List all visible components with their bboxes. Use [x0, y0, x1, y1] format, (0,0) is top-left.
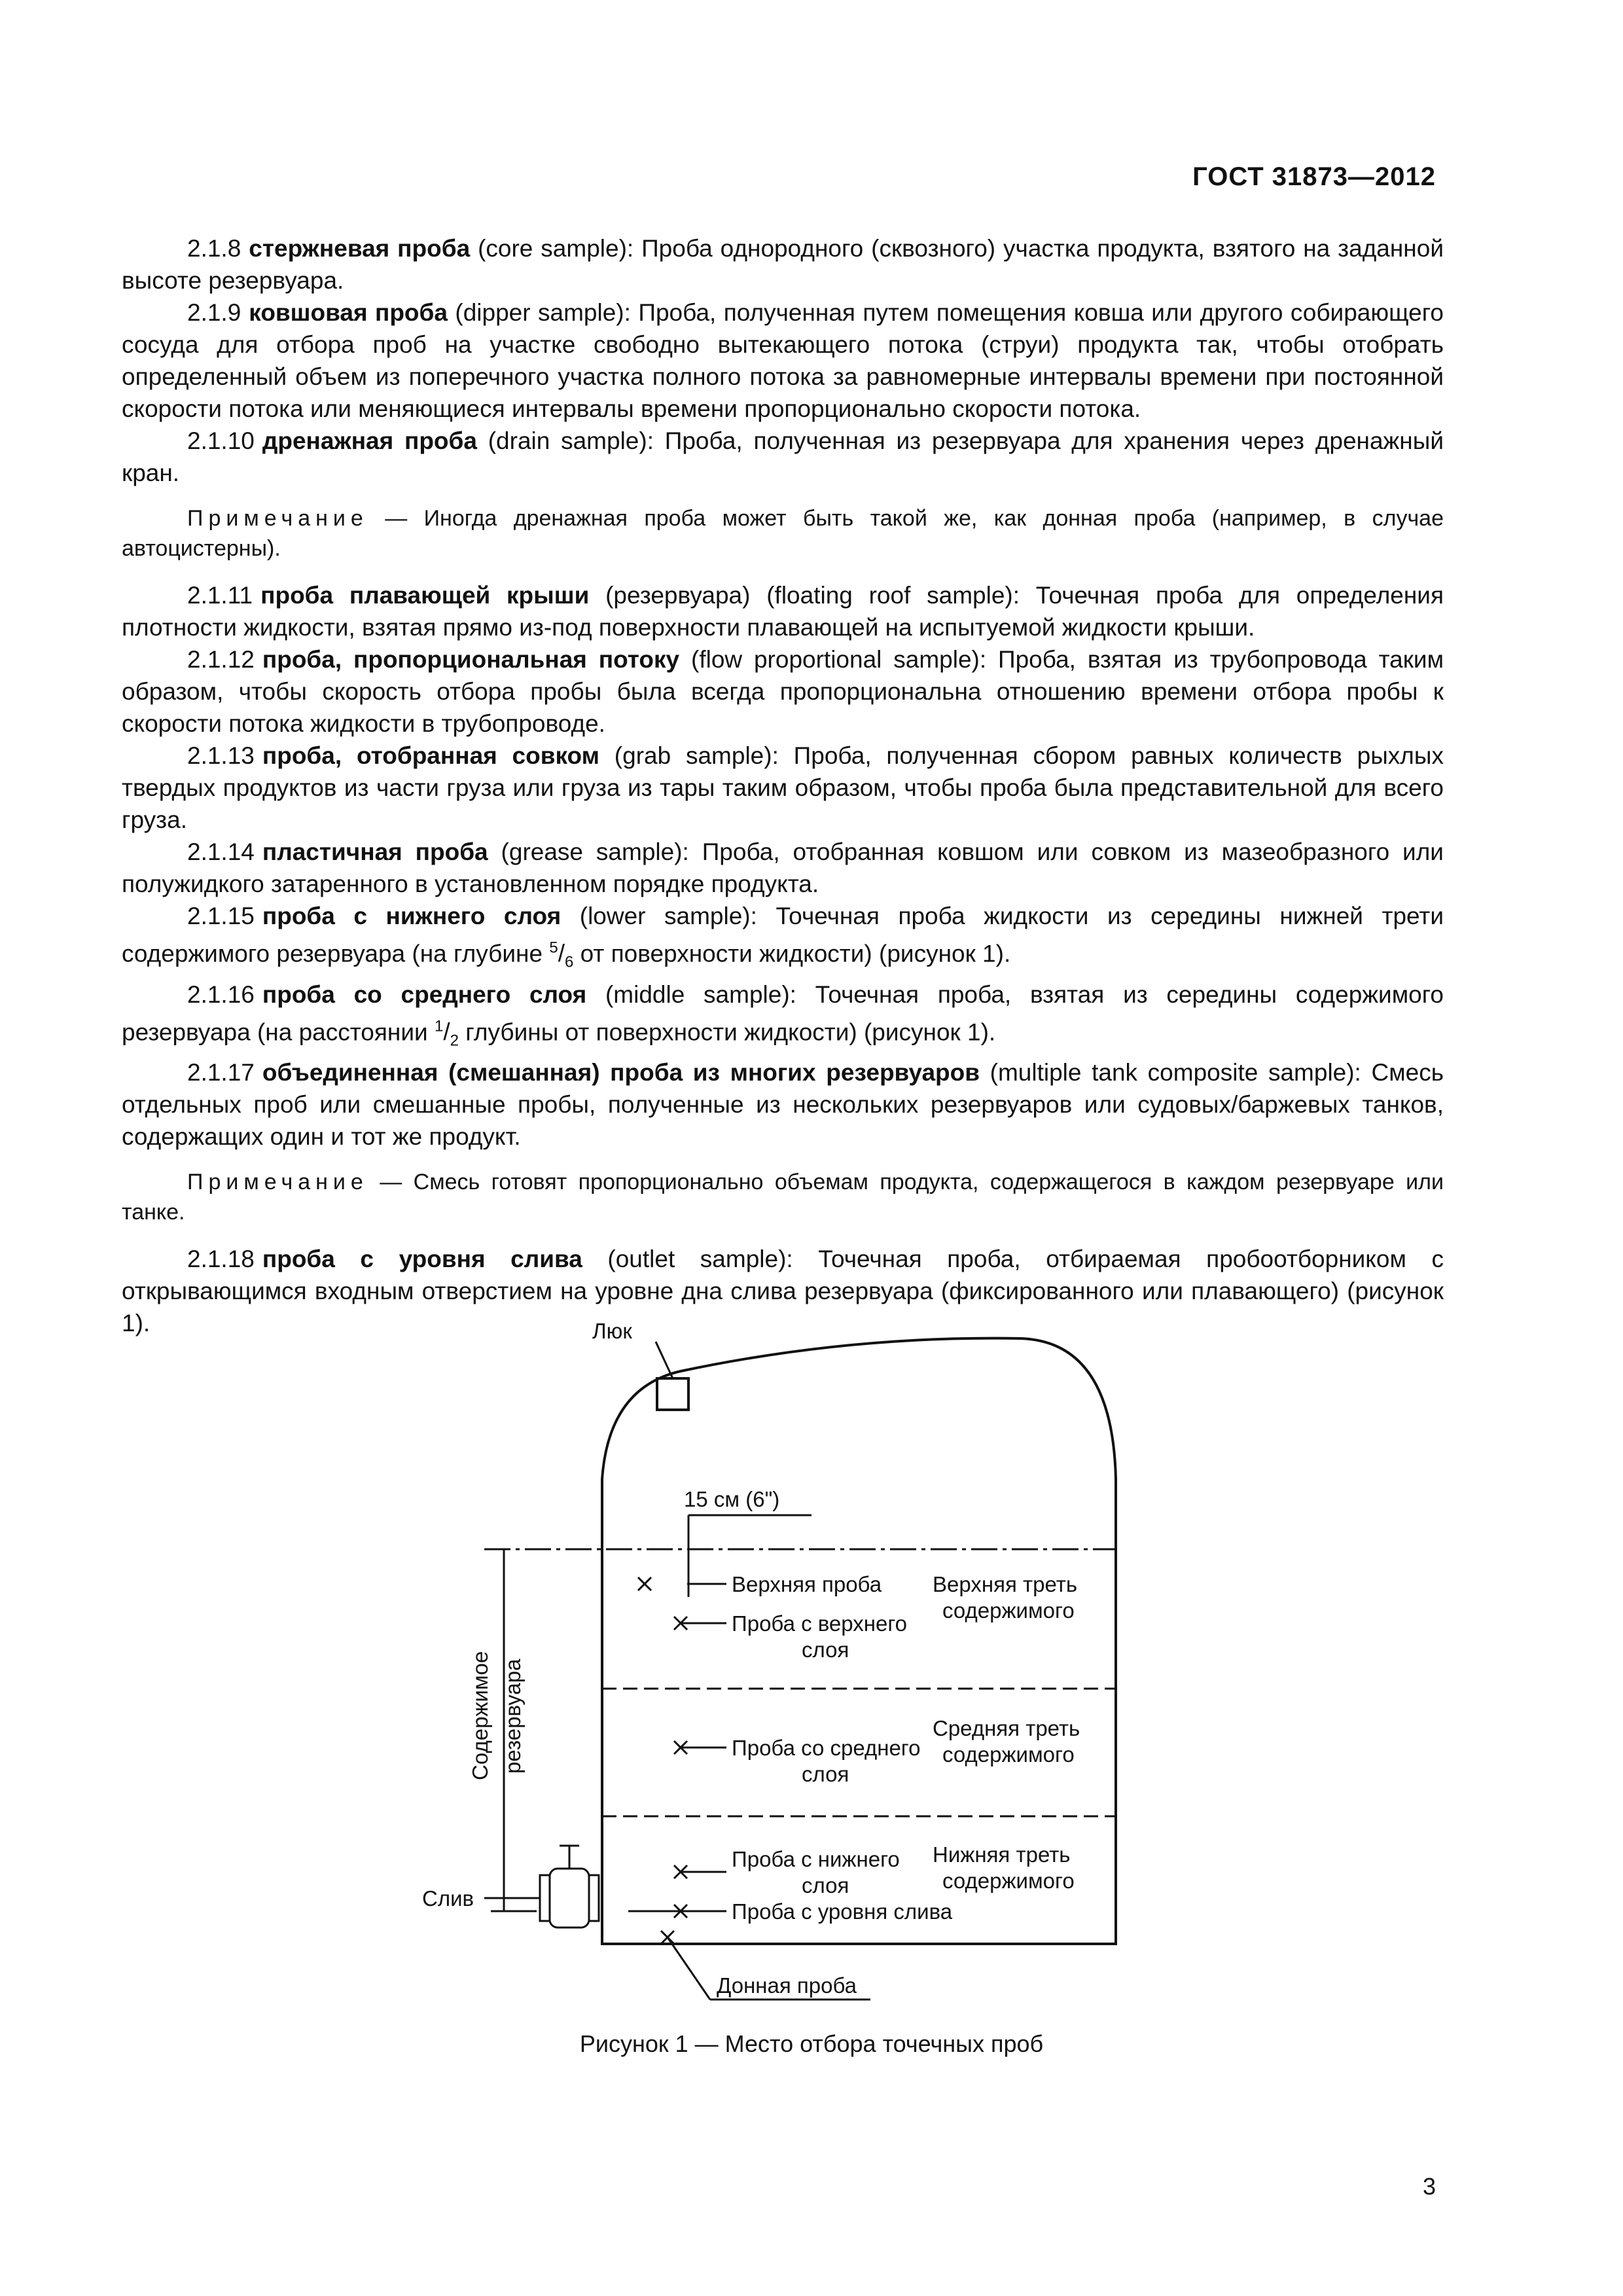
label-contents-2: резервуара — [501, 1659, 525, 1774]
definition-text: (flow proportional sample): Проба, взятая из трубопровода таким образом, чтобы скорость отбора пробы была всегда пропорциональна отношению времени отбора пробы к скорости потока жидкости в трубопроводе. — [122, 646, 1444, 737]
definition-2-1-10 — [122, 425, 1444, 489]
label-drain: Слив — [422, 1886, 474, 1910]
clause-number: 2.1.14 — [187, 838, 255, 865]
standard-header: ГОСТ 31873—2012 — [1192, 162, 1436, 191]
clause-number: 2.1.13 — [187, 742, 255, 769]
label-upper-third-2: содержимого — [942, 1598, 1075, 1623]
label-outlet-sample: Проба с уровня слива — [732, 1899, 953, 1924]
label-top-layer-2: слоя — [802, 1638, 849, 1662]
fraction-numerator: 5 — [549, 939, 558, 957]
term: проба, пропорциональная потоку — [262, 646, 680, 673]
label-contents-1: Содержимое — [468, 1651, 492, 1780]
sample-markers — [628, 1577, 870, 2000]
lower-sample-marker — [674, 1865, 687, 1878]
clause-number: 2.1.18 — [187, 1246, 255, 1273]
note-label: Примечание — [187, 506, 368, 531]
term: объединенная (смешанная) проба из многих резервуаров — [262, 1059, 980, 1086]
label-dimension: 15 см (6") — [684, 1487, 780, 1511]
label-lower-sample-2: слоя — [802, 1873, 849, 1897]
clause-number: 2.1.11 — [187, 582, 253, 609]
definition-text: (dipper sample): Проба, полученная путем помещения ковша или другого собирающего сосуда для отбора проб на участке свободно вытекающего потока (струи) продукта так, чтобы отобрать определенный объем из поперечного участка полного потока за равномерные интервалы времени при постоянной скорости потока или меняющиеся интервалы времени пропорционально скорости потока. — [122, 299, 1444, 422]
label-middle-sample-1: Проба со среднего — [732, 1736, 921, 1760]
body-text — [122, 232, 1444, 1339]
definition-text: (резервуара) (floating roof sample): Точечная проба для определения плотности жидкости, взятая прямо из-под поверхности плавающей на испытуемой жидкости крыши. — [122, 582, 1444, 641]
fraction: $^1/_2$ — [434, 1017, 459, 1050]
note-2 — [122, 1167, 1444, 1227]
label-middle-third-1: Средняя треть — [933, 1716, 1080, 1740]
definition-text: (grease sample): Проба, отобранная ковшом или совком из мазеобразного или полужидкого затаренного в установленном порядке продукта. — [122, 838, 1444, 897]
term: дренажная проба — [262, 427, 477, 454]
definition-2-1-16 — [122, 978, 1444, 1057]
definition-2-1-11 — [122, 579, 1444, 643]
fraction-numerator: 1 — [434, 1017, 444, 1035]
definition-text-end: от поверхности жидкости) (рисунок 1). — [573, 940, 1011, 967]
page-number: 3 — [1422, 2173, 1436, 2200]
clause-number: 2.1.8 — [187, 235, 241, 262]
fraction-denominator: 6 — [564, 953, 574, 971]
term: пластичная проба — [262, 838, 488, 865]
label-lower-third-2: содержимого — [942, 1869, 1075, 1893]
term: проба с нижнего слоя — [262, 903, 562, 929]
fraction: $^5/_6$ — [549, 939, 574, 971]
label-middle-sample-2: слоя — [802, 1762, 849, 1786]
definition-text: (grab sample): Проба, полученная сбором равных количеств рыхлых твердых продуктов из части груза или груза из тары таким образом, чтобы проба была представительной для всего груза. — [122, 742, 1444, 833]
definition-2-1-15 — [122, 900, 1444, 978]
clause-number: 2.1.17 — [187, 1059, 255, 1086]
term: ковшовая проба — [249, 299, 448, 326]
drain-valve — [484, 1846, 599, 1928]
outlet-sample-marker — [674, 1905, 687, 1918]
definition-text: (lower sample): Точечная проба жидкости из середины нижней трети содержимого резервуара (на глубине — [122, 903, 1444, 967]
label-upper-third-1: Верхняя треть — [933, 1572, 1078, 1596]
term: проба, отобранная совком — [262, 742, 599, 769]
label-hatch: Люк — [592, 1319, 632, 1343]
definition-2-1-9 — [122, 296, 1444, 425]
term: проба со среднего слоя — [262, 980, 587, 1008]
label-upper-sample: Верхняя проба — [732, 1572, 882, 1596]
label-bottom-sample: Донная проба — [717, 1973, 857, 1998]
note-text: — Иногда дренажная проба может быть такой же, как донная проба (например, в случае автоцистерны). — [122, 506, 1444, 561]
note-label: Примечание — [187, 1170, 368, 1195]
upper-sample-marker — [638, 1577, 651, 1590]
clause-number: 2.1.12 — [187, 646, 255, 673]
label-lower-sample-1: Проба с нижнего — [732, 1847, 900, 1871]
definition-2-1-14 — [122, 836, 1444, 900]
clause-number: 2.1.15 — [187, 903, 255, 929]
definition-text: (middle sample): Точечная проба, взятая из середины содержимого резервуара (на расстоянии — [122, 980, 1444, 1046]
term: проба плавающей крыши — [260, 582, 590, 609]
middle-sample-marker — [674, 1741, 687, 1754]
label-lower-third-1: Нижняя треть — [933, 1842, 1071, 1867]
fraction-denominator: 2 — [450, 1031, 459, 1050]
label-top-layer-1: Проба с верхнего — [732, 1611, 907, 1636]
note-text: — Смесь готовят пропорционально объемам продукта, содержащегося в каждом резервуаре или танке. — [122, 1170, 1444, 1225]
definition-text: (drain sample): Проба, полученная из резервуара для хранения через дренажный кран. — [122, 427, 1444, 486]
definition-2-1-17 — [122, 1056, 1444, 1153]
definition-2-1-12 — [122, 643, 1444, 740]
figure-caption: Рисунок 1 — Место отбора точечных проб — [579, 2030, 1044, 2057]
term: проба с уровня слива — [262, 1246, 582, 1273]
definition-text-end: глубины от поверхности жидкости) (рисунок 1). — [458, 1018, 996, 1046]
definition-text: (multiple tank composite sample): Смесь отдельных проб или смешанные пробы, полученные из нескольких резервуаров или судовых/баржевых танков, содержащих один и тот же продукт. — [122, 1059, 1444, 1151]
tank-diagram — [425, 1293, 1145, 1574]
definition-2-1-8 — [122, 232, 1444, 296]
term: стержневая проба — [249, 235, 471, 262]
definition-text: (outlet sample): Точечная проба, отбираемая пробоотборником с открывающимся входным отверстием на уровне дна слива резервуара (фиксированного или плавающего) (рисунок 1). — [122, 1246, 1444, 1337]
label-middle-third-2: содержимого — [942, 1742, 1075, 1767]
definition-text: (core sample): Проба однородного (сквозного) участка продукта, взятого на заданной высоте резервуара. — [122, 235, 1444, 294]
definition-2-1-13 — [122, 740, 1444, 836]
top-layer-marker — [674, 1617, 687, 1630]
note-1 — [122, 503, 1444, 564]
bottom-sample-marker — [661, 1931, 674, 1944]
clause-number: 2.1.10 — [187, 427, 255, 454]
clause-number: 2.1.16 — [187, 980, 255, 1008]
clause-number: 2.1.9 — [187, 299, 241, 326]
